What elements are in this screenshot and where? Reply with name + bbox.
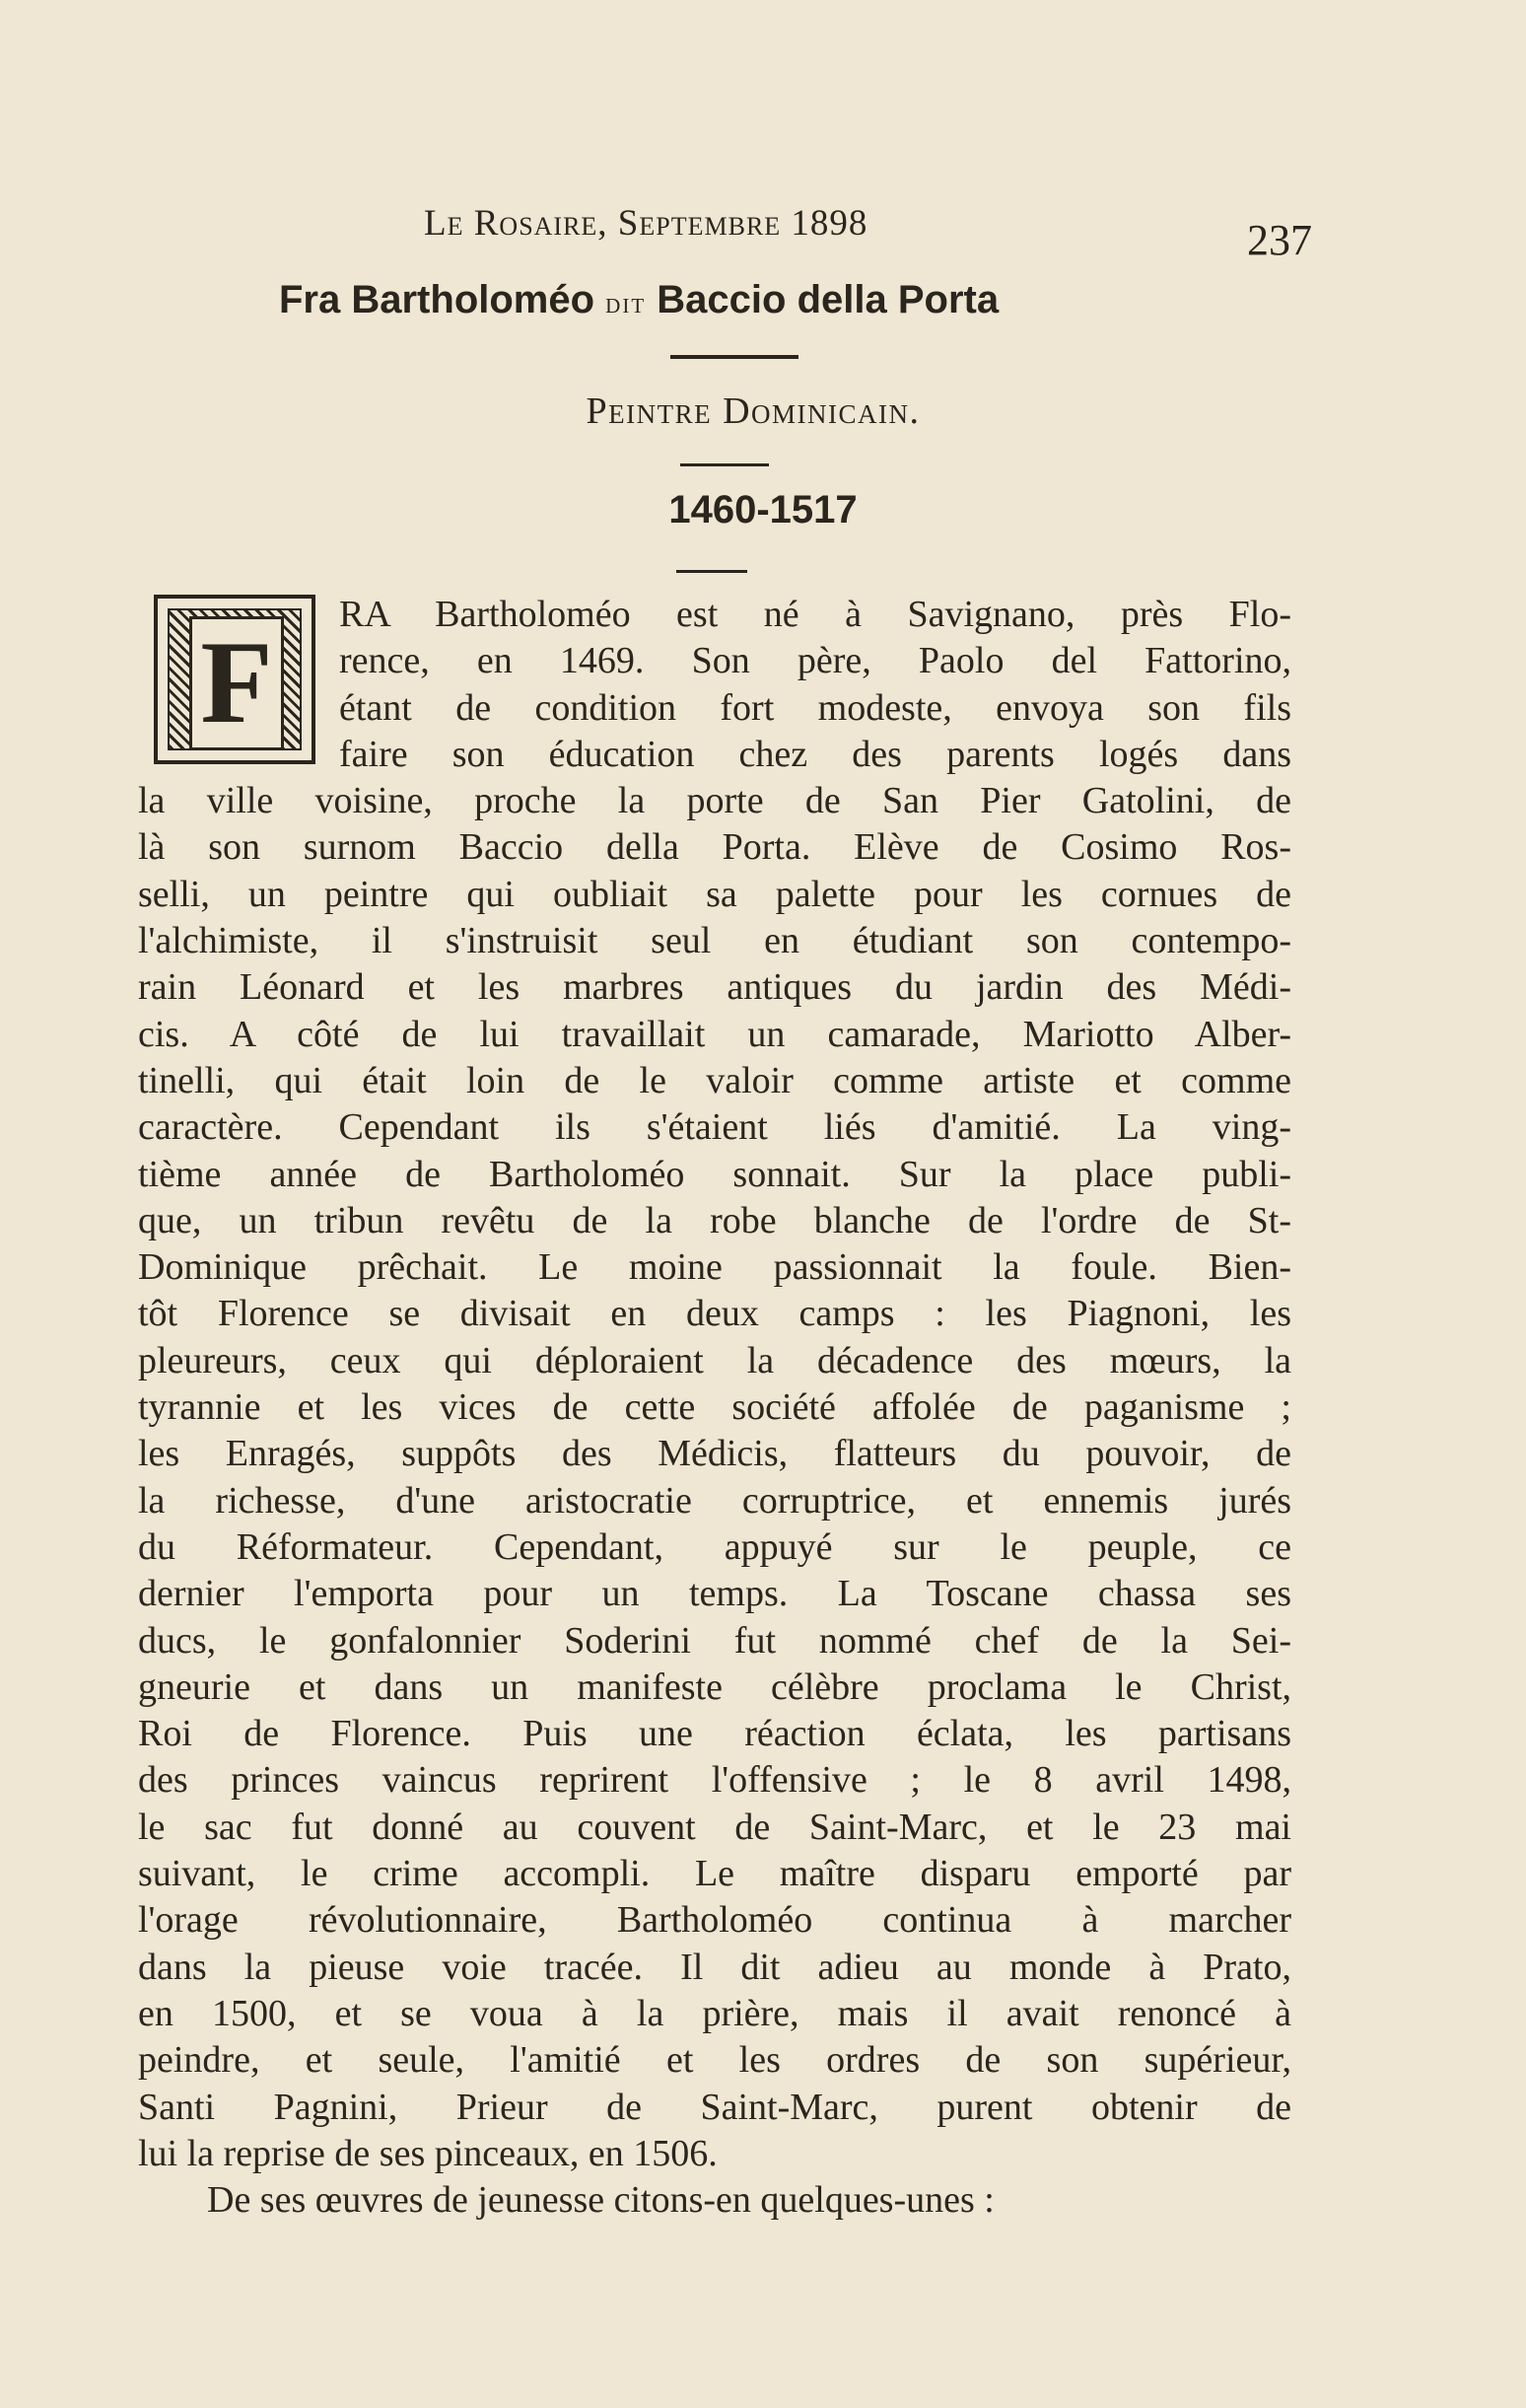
subtitle: Peintre Dominicain. bbox=[586, 390, 921, 432]
body-line: tième année de Bartholoméo sonnait. Sur la place publi- bbox=[138, 1153, 1291, 1195]
body-line: Dominique prêchait. Le moine passionnait la foule. Bien- bbox=[138, 1246, 1291, 1289]
subtitle-rule bbox=[680, 463, 769, 466]
body-line: Roi de Florence. Puis une réaction éclata, les partisans bbox=[138, 1713, 1291, 1755]
body-line: en 1500, et se voua à la prière, mais il avait renoncé à bbox=[138, 1992, 1291, 2034]
dates-rule bbox=[676, 570, 747, 573]
body-line: du Réformateur. Cependant, appuyé sur le peuple, ce bbox=[138, 1525, 1291, 1568]
body-line: caractère. Cependant ils s'étaient liés d'amitié. La ving- bbox=[138, 1106, 1291, 1149]
body-line: l'alchimiste, il s'instruisit seul en étudiant son contempo- bbox=[138, 920, 1291, 962]
title-rule bbox=[670, 355, 798, 359]
body-line: lui la reprise de ses pinceaux, en 1506. bbox=[138, 2132, 718, 2174]
body-line: Santi Pagnini, Prieur de Saint-Marc, purent obtenir de bbox=[138, 2086, 1291, 2128]
title-part-1: Fra Bartholoméo bbox=[279, 278, 595, 321]
body-line: là son surnom Baccio della Porta. Elève de Cosimo Ros- bbox=[138, 826, 1291, 869]
running-head: Le Rosaire, Septembre 1898 bbox=[424, 203, 868, 244]
title-dit: dit bbox=[605, 287, 647, 319]
body-line: suivant, le crime accompli. Le maître disparu emporté par bbox=[138, 1853, 1291, 1895]
body-line: la ville voisine, proche la porte de San Pier Gatolini, de bbox=[138, 780, 1291, 822]
body-line: étant de condition fort modeste, envoya son fils bbox=[339, 686, 1291, 729]
body-line: gneurie et dans un manifeste célèbre proclama le Christ, bbox=[138, 1665, 1291, 1708]
body-line: selli, un peintre qui oubliait sa palette pour les cornues de bbox=[138, 873, 1291, 915]
body-line: tyrannie et les vices de cette société affolée de paganisme ; bbox=[138, 1386, 1291, 1429]
body-line: faire son éducation chez des parents logés dans bbox=[339, 733, 1291, 775]
body-line: que, un tribun revêtu de la robe blanche de l'ordre de St- bbox=[138, 1199, 1291, 1241]
body-line: tôt Florence se divisait en deux camps : les Piagnoni, les bbox=[138, 1293, 1291, 1335]
body-line: la richesse, d'une aristocratie corruptrice, et ennemis jurés bbox=[138, 1479, 1291, 1522]
body-line: De ses œuvres de jeunesse citons-en quelques-unes : bbox=[207, 2179, 995, 2222]
body-line: RA Bartholoméo est né à Savignano, près Flo- bbox=[339, 594, 1291, 635]
body-line: rain Léonard et les marbres antiques du jardin des Médi- bbox=[138, 966, 1291, 1009]
title-part-2: Baccio della Porta bbox=[657, 278, 1000, 321]
body-line: pleureurs, ceux qui déploraient la décadence des mœurs, la bbox=[138, 1339, 1291, 1381]
body-line: dernier l'emporta pour un temps. La Toscane chassa ses bbox=[138, 1573, 1291, 1615]
body-line: ducs, le gonfalonnier Soderini fut nommé chef de la Sei- bbox=[138, 1619, 1291, 1662]
body-line: peindre, et seule, l'amitié et les ordres de son supérieur, bbox=[138, 2039, 1291, 2082]
body-line: les Enragés, suppôts des Médicis, flatteurs du pouvoir, de bbox=[138, 1433, 1291, 1475]
body-line: le sac fut donné au couvent de Saint-Marc, et le 23 mai bbox=[138, 1806, 1291, 1848]
body-line: l'orage révolutionnaire, Bartholoméo continua à marcher bbox=[138, 1899, 1291, 1942]
body-line: cis. A côté de lui travaillait un camarade, Mariotto Alber- bbox=[138, 1013, 1291, 1055]
body-line: dans la pieuse voie tracée. Il dit adieu au monde à Prato, bbox=[138, 1946, 1291, 1988]
dates: 1460-1517 bbox=[668, 488, 858, 531]
body-text bbox=[138, 592, 1291, 2224]
body-line: rence, en 1469. Son père, Paolo del Fattorino, bbox=[339, 640, 1291, 682]
page-number: 237 bbox=[1247, 216, 1312, 264]
body-line: des princes vaincus reprirent l'offensive ; le 8 avril 1498, bbox=[138, 1759, 1291, 1802]
body-line: tinelli, qui était loin de le valoir comme artiste et comme bbox=[138, 1059, 1291, 1101]
article-title bbox=[279, 278, 1196, 322]
dropcap-letter: F bbox=[189, 616, 284, 750]
